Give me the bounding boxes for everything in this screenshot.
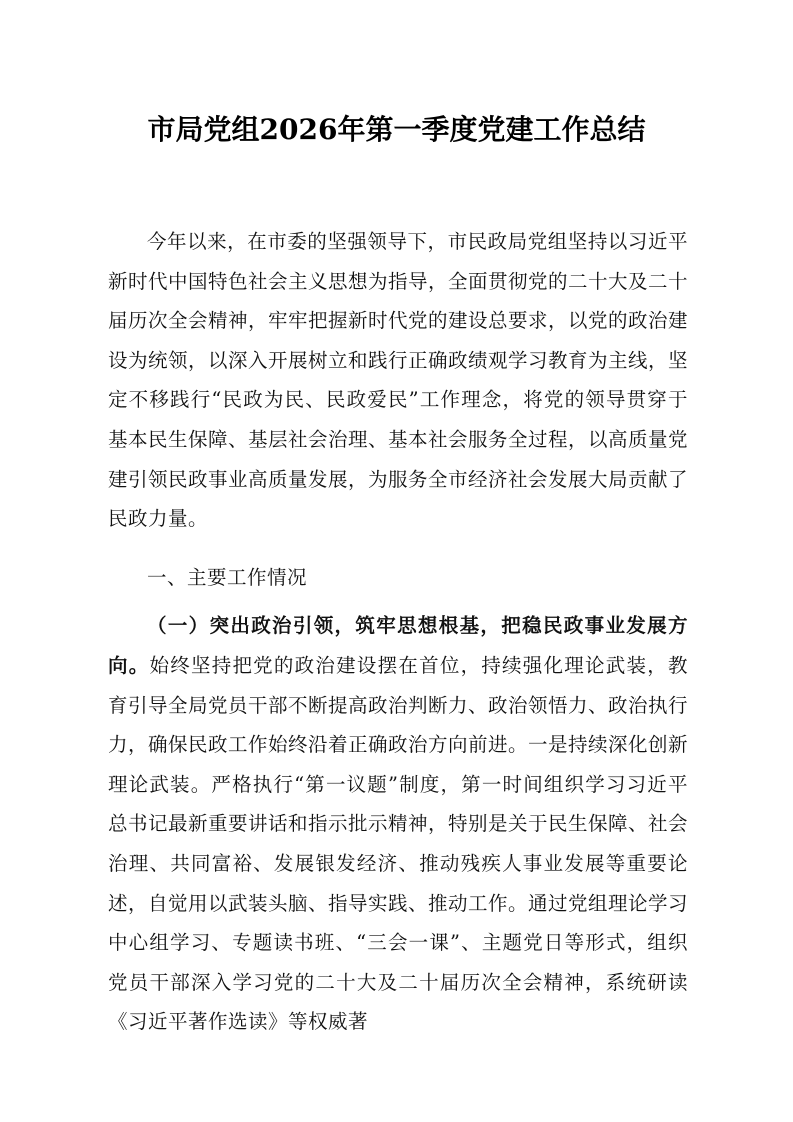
subsection-lead: （一）突出政治引领，筑牢思想根基，把稳民政事业发展方向。 <box>108 614 688 677</box>
subsection-body: 始终坚持把党的政治建设摆在首位，持续强化理论武装，教育引导全局党员干部不断提高政治判断力、政治领悟力、政治执行力，确保民政工作始终沿着正确政治方向前进。一是持续深化创新理论武装。严格执行“第一议题”制度，第一时间组织学习习近平总书记最新重要讲话和指示批示精神，特别是关于民生保障、社会治理、共同富裕、发展银发经济、推动残疾人事业发展等重要论述，自觉用以武装头脑、指导实践、推动工作。通过党组理论学习中心组学习、专题读书班、“三会一课”、主题党日等形式，组织党员干部深入学习党的二十大及二十届历次全会精神，系统研读《习近平著作选读》等权威著 <box>108 653 689 1034</box>
document-body <box>108 222 688 1042</box>
document-title: 市局党组2026年第一季度党建工作总结 <box>147 113 646 146</box>
subsection-paragraph <box>108 606 688 1042</box>
section-heading: 一、主要工作情况 <box>147 565 308 589</box>
intro-paragraph: 今年以来，在市委的坚强领导下，市民政局党组坚持以习近平新时代中国特色社会主义思想为指导，全面贯彻党的二十大及二十届历次全会精神，牢牢把握新时代党的建设总要求，以党的政治建设为统领，以深入开展树立和践行正确政绩观学习教育为主线，坚定不移践行“民政为民、民政爱民”工作理念，将党的领导贯穿于基本民生保障、基层社会治理、基本社会服务全过程，以高质量党建引领民政事业高质量发展，为服务全市经济社会发展大局贡献了民政力量。 <box>108 230 689 531</box>
